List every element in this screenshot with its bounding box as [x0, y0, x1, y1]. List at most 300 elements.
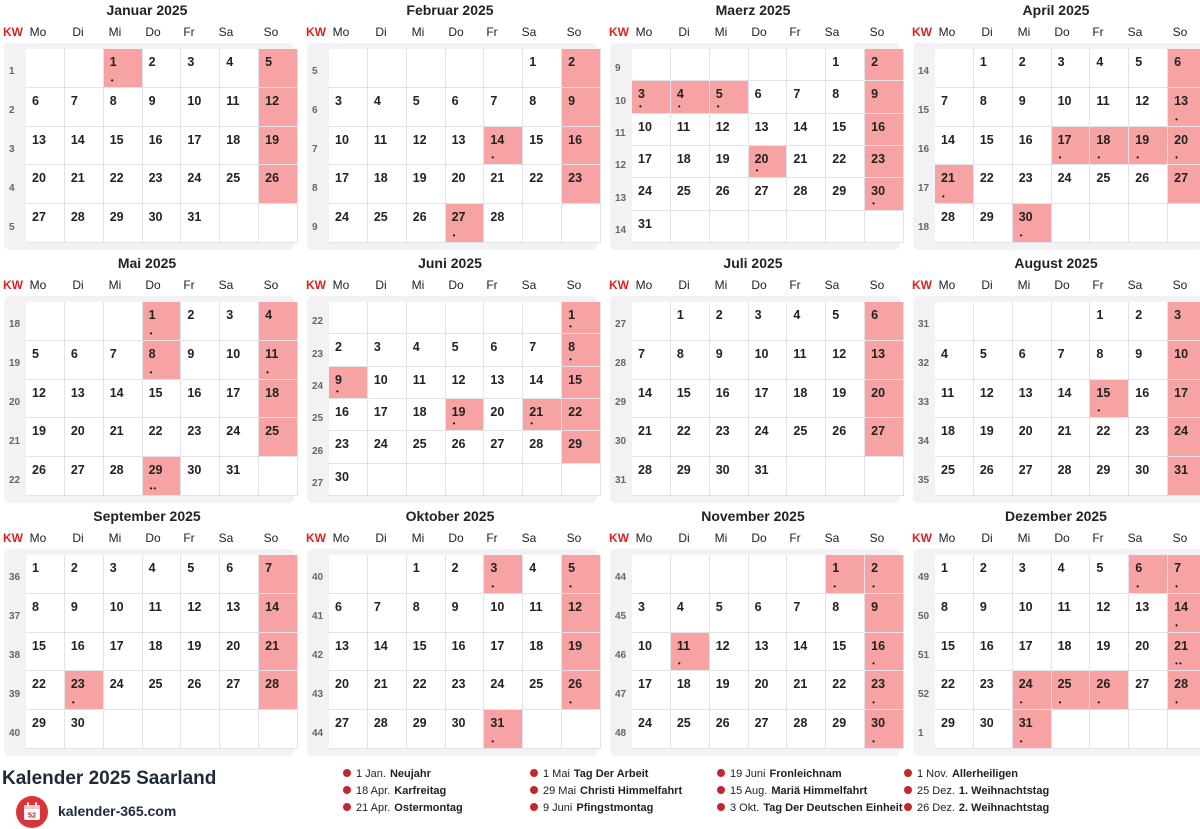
kw-number: 36 [9, 572, 21, 584]
day-number: 2 [451, 561, 459, 575]
day-cell [710, 457, 749, 496]
day-number: 9 [335, 372, 342, 387]
day-number: 8 [529, 93, 537, 108]
kw-number: 2 [9, 105, 15, 117]
day-number: 15 [1096, 385, 1111, 400]
bullet-icon [343, 786, 351, 794]
holiday-marker: • [110, 75, 115, 85]
day-cell [787, 178, 826, 210]
day-number: 28 [490, 210, 505, 225]
day-number: 31 [1018, 716, 1033, 731]
day-cell [749, 302, 788, 341]
day-cell [329, 464, 368, 496]
day-cell [446, 555, 485, 594]
day-number: 5 [265, 55, 273, 69]
holiday-marker: • [452, 419, 457, 429]
empty-cell [104, 302, 143, 341]
day-cell [143, 594, 182, 633]
day-cell [1013, 555, 1052, 594]
day-cell [826, 81, 865, 113]
holiday-marker: • [1175, 620, 1179, 630]
holiday-marker: • [872, 698, 876, 708]
holiday-name: Pfingstmontag [576, 802, 654, 814]
day-cell [671, 457, 710, 496]
day-cell [407, 431, 446, 463]
holiday-marker: • [266, 367, 270, 377]
kw-number: 5 [312, 66, 318, 78]
day-cell [446, 671, 485, 710]
day-number: 9 [1135, 346, 1143, 361]
sunday-cell [562, 367, 601, 399]
day-cell [446, 334, 485, 366]
sunday-cell [562, 594, 601, 633]
day-cell [220, 127, 259, 166]
holiday-name: Mariä Himmelfahrt [771, 785, 868, 797]
day-cell [446, 594, 485, 633]
kw-header: KW [306, 278, 326, 292]
kw-number: 46 [615, 650, 627, 661]
day-number: 7 [70, 93, 78, 108]
day-cell [329, 127, 368, 166]
day-number: 18 [1096, 132, 1111, 147]
day-number: 7 [1174, 561, 1182, 575]
sunday-cell [562, 127, 601, 166]
bullet-icon [904, 769, 912, 777]
holiday-day-cell [562, 671, 601, 710]
day-number: 8 [941, 599, 948, 614]
empty-cell [368, 302, 407, 334]
day-number: 4 [676, 599, 684, 614]
weekday-header: Do [448, 531, 464, 545]
sunday-cell [259, 633, 298, 672]
day-number: 7 [529, 340, 537, 355]
day-cell [26, 457, 65, 496]
holiday-day-cell [1090, 127, 1129, 166]
day-number: 27 [754, 716, 769, 731]
day-number: 9 [715, 346, 723, 361]
holiday-date: 1 Mai [543, 768, 570, 780]
empty-cell [446, 302, 485, 334]
sunday-cell [259, 555, 298, 594]
holiday-day-cell [446, 399, 485, 431]
day-number: 14 [1174, 599, 1189, 614]
day-cell [26, 127, 65, 166]
kw-number: 30 [615, 435, 627, 447]
day-number: 24 [109, 677, 124, 692]
day-number: 10 [373, 372, 388, 387]
day-cell [181, 165, 220, 204]
holiday-entry [343, 768, 431, 780]
weekday-header: Fr [183, 25, 195, 39]
day-number: 9 [871, 599, 879, 614]
day-number: 7 [265, 561, 273, 575]
day-number: 10 [490, 599, 505, 614]
day-number: 12 [187, 599, 202, 614]
weekday-header: Mi [108, 25, 122, 39]
day-cell [1052, 88, 1091, 127]
day-number: 24 [373, 437, 388, 452]
day-number: 19 [187, 638, 202, 653]
day-cell [1090, 555, 1129, 594]
day-cell [26, 88, 65, 127]
kw-number: 1 [9, 66, 15, 78]
day-number: 9 [148, 93, 156, 108]
day-number: 3 [187, 55, 195, 69]
holiday-marker: • [336, 386, 340, 396]
day-number: 21 [1057, 424, 1072, 439]
weekday-header: Di [981, 531, 993, 545]
holiday-day-cell [562, 334, 601, 366]
day-cell [407, 399, 446, 431]
kw-number: 24 [312, 380, 324, 392]
day-cell [181, 88, 220, 127]
weekday-header: Fr [1092, 531, 1104, 545]
day-number: 6 [1135, 561, 1143, 575]
day-number: 2 [871, 561, 879, 575]
day-number: 6 [451, 93, 459, 108]
kw-number: 44 [615, 572, 627, 584]
day-cell [65, 88, 104, 127]
day-number: 17 [373, 405, 388, 419]
day-cell [220, 457, 259, 496]
holiday-day-cell [865, 555, 904, 594]
month-8 [909, 253, 1200, 506]
day-number: 17 [226, 385, 241, 400]
day-cell [104, 633, 143, 672]
holiday-date: 18 Apr. [356, 785, 391, 797]
day-cell [523, 49, 562, 88]
empty-cell [826, 211, 865, 243]
kw-number: 14 [918, 66, 930, 78]
kw-number: 41 [312, 611, 324, 623]
holiday-day-cell [935, 165, 974, 204]
holiday-day-cell [865, 671, 904, 710]
day-number: 24 [638, 716, 652, 731]
empty-cell [1090, 710, 1129, 749]
day-number: 27 [754, 184, 769, 199]
day-cell [671, 418, 710, 457]
day-cell [787, 81, 826, 113]
holiday-marker: • [149, 328, 154, 338]
weekday-header: Mi [411, 278, 425, 292]
empty-cell [935, 302, 974, 341]
day-number: 21 [490, 171, 505, 186]
day-cell [1129, 418, 1168, 457]
weekday-header: So [566, 531, 582, 545]
day-number: 11 [1057, 599, 1071, 614]
day-number: 7 [1057, 346, 1065, 361]
day-cell [749, 633, 788, 672]
sunday-cell [1168, 165, 1200, 204]
day-number: 26 [412, 210, 427, 225]
day-number: 1 [832, 55, 840, 69]
holiday-name: Christi Himmelfahrt [580, 785, 683, 797]
day-cell [826, 302, 865, 341]
holiday-day-cell [1168, 127, 1200, 166]
day-number: 20 [70, 424, 85, 439]
month-grid [913, 43, 1200, 250]
weekday-header: So [263, 25, 279, 39]
day-cell [104, 380, 143, 419]
day-cell [1129, 88, 1168, 127]
day-cell [1013, 418, 1052, 457]
day-number: 10 [638, 638, 652, 653]
day-number: 3 [638, 87, 645, 102]
day-number: 13 [226, 599, 241, 614]
day-cell [181, 49, 220, 88]
weekday-header: Do [1054, 278, 1070, 292]
weekday-header: Fr [1092, 25, 1104, 39]
month-title: Dezember 2025 [1005, 508, 1107, 524]
day-number: 13 [754, 638, 769, 653]
day-number: 6 [490, 340, 498, 355]
day-number: 11 [1096, 93, 1110, 108]
kw-number: 40 [312, 572, 324, 584]
day-number: 15 [832, 638, 847, 653]
empty-cell [974, 302, 1013, 341]
kw-number: 27 [615, 319, 627, 331]
kw-number: 18 [9, 319, 21, 331]
kw-number: 26 [312, 445, 324, 457]
weekday-header: Do [751, 531, 767, 545]
day-number: 10 [335, 132, 349, 147]
day-number: 22 [832, 152, 847, 166]
day-number: 14 [638, 385, 652, 400]
holiday-day-cell [1168, 671, 1200, 710]
day-number: 14 [793, 119, 808, 134]
weekday-header: Mo [332, 531, 350, 545]
day-number: 19 [715, 677, 730, 692]
day-number: 3 [490, 561, 498, 575]
day-number: 25 [793, 424, 808, 439]
day-number: 27 [226, 677, 241, 692]
weekday-header: Mo [938, 25, 956, 39]
holiday-marker: • [942, 192, 946, 202]
day-number: 22 [109, 171, 124, 186]
kw-number: 31 [615, 474, 627, 486]
weekday-header: Di [678, 531, 690, 545]
holiday-marker: • [1175, 114, 1179, 124]
weekday-header: Di [981, 278, 993, 292]
day-cell [826, 671, 865, 710]
day-cell [104, 671, 143, 710]
day-number: 12 [451, 372, 466, 387]
day-cell [671, 178, 710, 210]
holiday-marker: • [872, 736, 876, 746]
day-number: 3 [1018, 561, 1026, 575]
day-number: 8 [568, 340, 576, 355]
day-cell [826, 49, 865, 81]
day-cell [1129, 165, 1168, 204]
day-number: 15 [568, 372, 583, 387]
day-cell [749, 457, 788, 496]
holiday-marker: • [677, 659, 682, 669]
day-number: 17 [754, 385, 769, 400]
kw-header: KW [912, 531, 932, 545]
holiday-entry [904, 785, 1049, 797]
kw-header: KW [3, 531, 23, 545]
day-cell [671, 341, 710, 380]
empty-cell [368, 49, 407, 88]
day-number: 25 [265, 424, 280, 439]
day-number: 6 [1018, 346, 1026, 361]
day-cell [632, 710, 671, 749]
day-cell [407, 88, 446, 127]
day-number: 30 [979, 716, 994, 731]
day-number: 22 [529, 171, 544, 186]
holiday-marker: • [1175, 153, 1179, 163]
day-cell [143, 418, 182, 457]
day-cell [407, 594, 446, 633]
kw-number: 7 [312, 144, 318, 155]
empty-cell [1013, 302, 1052, 341]
holiday-day-cell [1013, 710, 1052, 749]
day-cell [935, 457, 974, 496]
day-number: 12 [412, 132, 427, 147]
day-cell [329, 165, 368, 204]
sunday-cell [865, 146, 904, 178]
empty-cell [562, 464, 601, 496]
day-cell [632, 671, 671, 710]
day-cell [1013, 594, 1052, 633]
day-cell [484, 165, 523, 204]
day-number: 19 [1096, 638, 1111, 653]
kw-number: 32 [918, 358, 930, 370]
day-cell [632, 380, 671, 419]
day-cell [446, 367, 485, 399]
day-number: 4 [529, 561, 537, 575]
month-1 [0, 0, 294, 253]
weekday-header: Do [145, 278, 161, 292]
day-cell [749, 418, 788, 457]
day-cell [26, 341, 65, 380]
day-cell [220, 555, 259, 594]
day-cell [1013, 49, 1052, 88]
kw-number: 22 [312, 316, 324, 328]
day-number: 20 [451, 171, 466, 186]
day-cell [26, 710, 65, 749]
weekday-header: Sa [1127, 278, 1143, 292]
day-cell [65, 127, 104, 166]
weekday-header: Mi [108, 531, 122, 545]
day-number: 8 [412, 599, 420, 614]
day-cell [181, 671, 220, 710]
holiday-entry [343, 785, 446, 797]
month-title: Oktober 2025 [405, 508, 495, 524]
day-cell [523, 88, 562, 127]
day-cell [104, 127, 143, 166]
day-number: 31 [226, 463, 241, 478]
day-number: 15 [412, 638, 427, 653]
day-cell [329, 671, 368, 710]
day-cell [1090, 457, 1129, 496]
day-number: 6 [754, 599, 762, 614]
weekday-header: So [263, 531, 279, 545]
day-number: 18 [529, 638, 544, 653]
day-cell [826, 146, 865, 178]
day-number: 9 [871, 87, 879, 102]
day-cell [935, 88, 974, 127]
day-number: 23 [70, 677, 85, 692]
kw-number: 52 [918, 688, 930, 700]
day-cell [104, 555, 143, 594]
holiday-date: 15 Aug. [730, 785, 768, 797]
day-number: 26 [715, 716, 730, 731]
day-cell [407, 334, 446, 366]
day-number: 28 [373, 716, 388, 731]
weekday-header: Mo [29, 25, 47, 39]
weekday-header: Do [1054, 531, 1070, 545]
weekday-header: Sa [521, 278, 537, 292]
kw-header: KW [306, 531, 326, 545]
holiday-name: 1. Weihnachtstag [958, 785, 1050, 797]
weekday-header: Di [375, 25, 387, 39]
month-grid [610, 296, 900, 503]
day-cell [974, 594, 1013, 633]
day-number: 31 [638, 216, 652, 231]
day-number: 30 [715, 463, 730, 478]
day-number: 10 [1018, 599, 1033, 614]
holiday-day-cell [1013, 671, 1052, 710]
day-cell [143, 165, 182, 204]
day-number: 24 [490, 677, 505, 692]
day-number: 3 [373, 340, 381, 355]
empty-cell [26, 302, 65, 341]
day-number: 14 [490, 132, 505, 147]
day-cell [1052, 341, 1091, 380]
day-number: 21 [265, 638, 280, 653]
holiday-day-cell [143, 457, 182, 496]
day-number: 15 [832, 119, 847, 134]
sunday-cell [1168, 341, 1200, 380]
site-link[interactable]: kalender-365.com [58, 803, 177, 819]
holiday-date: 3 Okt. [730, 802, 760, 814]
holiday-marker: • [569, 322, 573, 332]
day-number: 17 [638, 152, 652, 166]
day-cell [710, 380, 749, 419]
holiday-marker: • [872, 581, 876, 591]
weekday-header: Mi [1017, 278, 1031, 292]
holiday-day-cell [1168, 555, 1200, 594]
holiday-day-cell [143, 341, 182, 380]
day-cell [181, 594, 220, 633]
day-cell [632, 418, 671, 457]
day-number: 24 [1018, 677, 1033, 692]
holiday-day-cell [523, 399, 562, 431]
day-number: 7 [109, 346, 117, 361]
day-number: 29 [676, 463, 691, 478]
day-number: 29 [109, 210, 124, 225]
empty-cell [632, 555, 671, 594]
month-title: November 2025 [701, 508, 805, 524]
day-cell [26, 418, 65, 457]
holiday-day-cell [65, 671, 104, 710]
holiday-marker: •• [1175, 659, 1183, 669]
day-cell [220, 671, 259, 710]
month-title: Januar 2025 [106, 2, 188, 18]
day-cell [523, 367, 562, 399]
weekday-header: Do [448, 278, 464, 292]
day-cell [826, 114, 865, 146]
day-number: 10 [1057, 93, 1072, 108]
weekday-header: So [869, 278, 885, 292]
day-number: 27 [490, 437, 505, 452]
day-number: 11 [412, 372, 426, 387]
day-number: 11 [226, 93, 240, 108]
kw-number: 19 [9, 358, 21, 370]
day-cell [710, 594, 749, 633]
day-cell [484, 633, 523, 672]
